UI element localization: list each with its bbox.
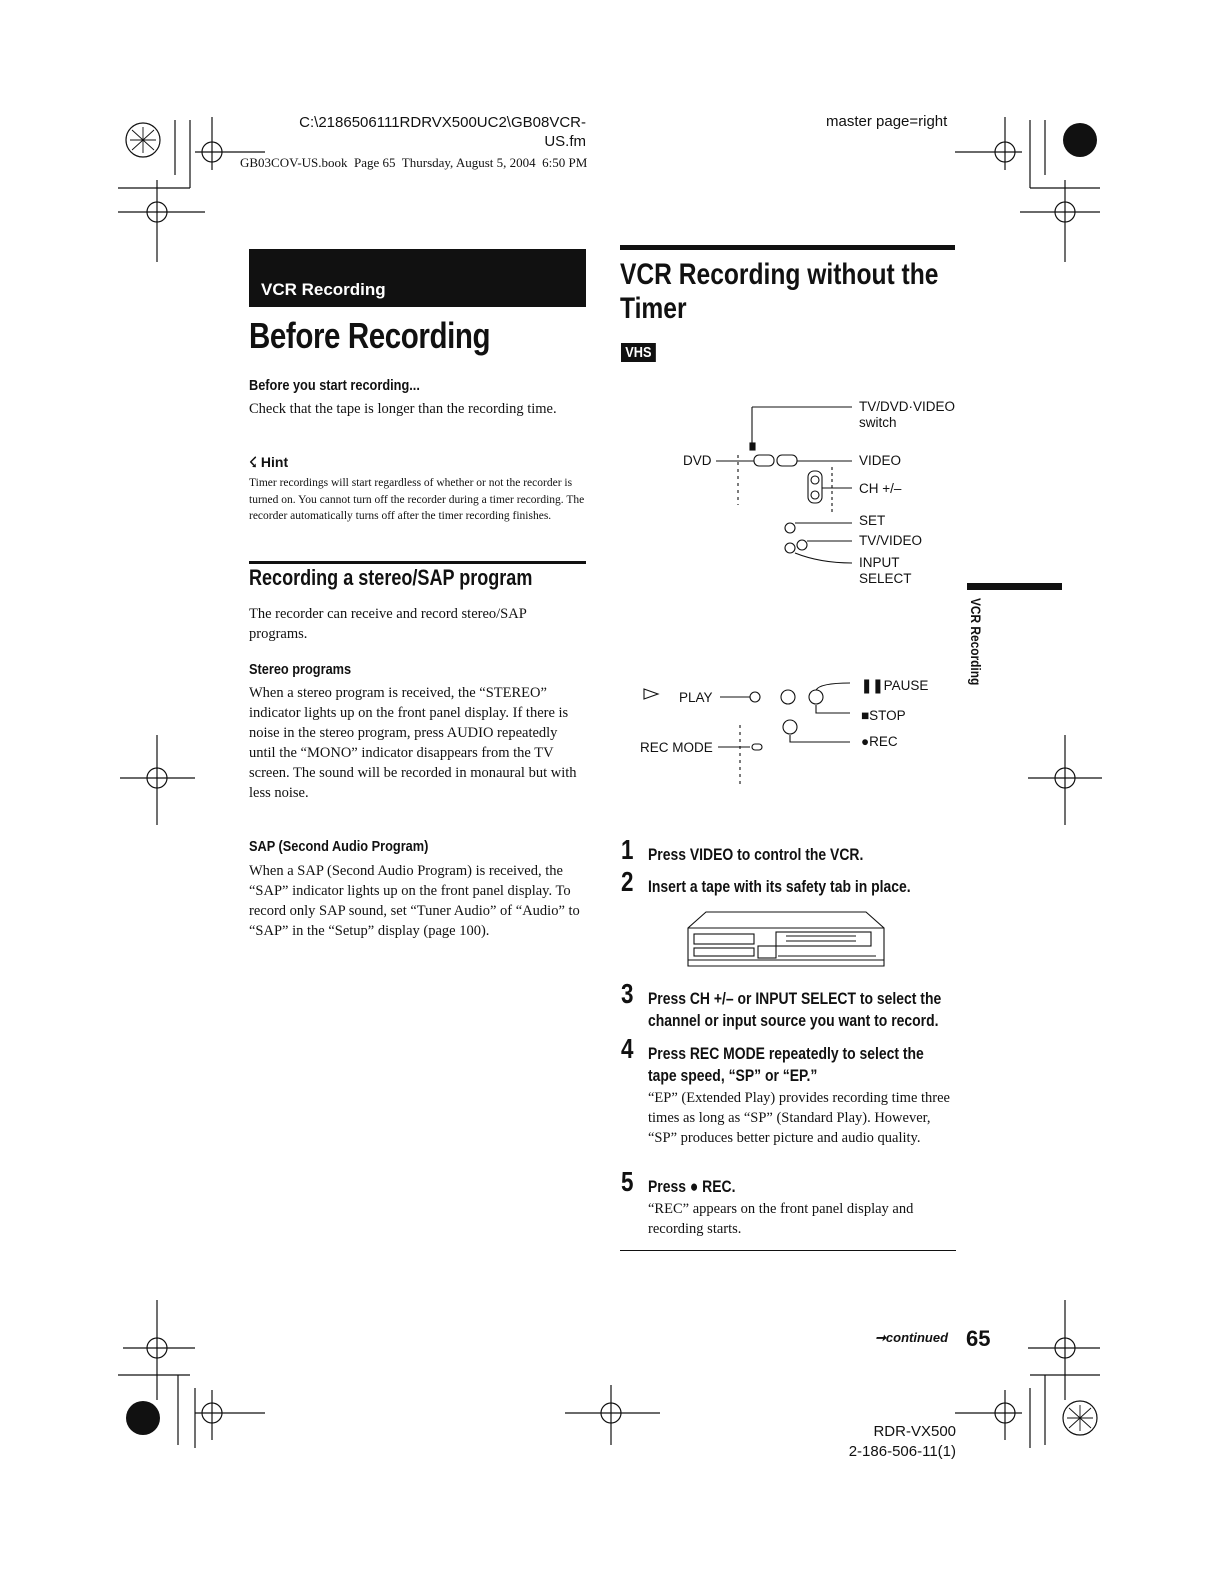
step-3-text: Press CH +/– or INPUT SELECT to select the channel or input source you want to record. — [648, 989, 942, 1030]
lightbulb-icon: ☇ — [249, 454, 258, 470]
section-tab-label: VCR Recording — [261, 280, 386, 299]
file-path — [260, 113, 586, 151]
step-2-text: Insert a tape with its safety tab in place. — [648, 877, 911, 896]
vcr-illustration — [686, 910, 886, 970]
stop-icon: ■ — [861, 708, 870, 723]
label-pause-text: PAUSE — [883, 678, 929, 693]
step-1-number: 1 — [621, 834, 634, 865]
step-4-note: “EP” (Extended Play) provides recording time three times as long as “SP” (Standard Play). However, “SP” produces better picture and audio quality. — [648, 1090, 950, 1146]
file-path-line2: US.fm — [544, 133, 586, 150]
step-5-text: Press ● REC. — [648, 1177, 736, 1196]
side-tab-bar — [967, 583, 1062, 590]
section-end-rule — [620, 1250, 956, 1251]
vhs-badge — [621, 343, 656, 362]
label-pause — [861, 678, 928, 694]
title-rule — [620, 245, 955, 250]
before-start-heading: Before you start recording... — [249, 378, 420, 394]
label-input-select — [859, 555, 912, 587]
step-1-text: Press VIDEO to control the VCR. — [648, 845, 864, 864]
label-video: VIDEO — [859, 453, 902, 468]
section-tab — [249, 249, 586, 307]
label-rec — [861, 734, 898, 750]
model-number: RDR-VX500 — [873, 1423, 956, 1440]
part-number: 2-186-506-11(1) — [848, 1443, 956, 1460]
label-tvdvd: TV/DVD·VIDEO — [859, 399, 956, 414]
label-stop — [861, 708, 906, 724]
page-title: Before Recording — [249, 315, 491, 356]
file-path-line1: C:\2186506111RDRVX500UC2\GB08VCR- — [299, 114, 586, 131]
label-tvvideo: TV/VIDEO — [859, 533, 923, 548]
hint-text: Timer recordings will start regardless of whether or not the recorder is turned on. You cannot turn off the recorder during a timer recording. The recorder automatically turns off after the timer recording finishes. — [249, 477, 585, 522]
label-set: SET — [859, 513, 886, 528]
step-4-number: 4 — [621, 1033, 634, 1064]
label-dvd: DVD — [683, 453, 712, 468]
label-input: INPUT — [859, 555, 900, 570]
label-rec-text: REC — [869, 734, 898, 749]
label-tvdvd-switch — [859, 399, 955, 431]
continued-label — [875, 1330, 948, 1346]
label-ch: CH +/– — [859, 481, 902, 496]
step-3-number: 3 — [621, 978, 634, 1009]
section-rule — [249, 561, 586, 564]
section-title: VCR Recording without the Timer — [620, 258, 939, 325]
step-5-number: 5 — [621, 1166, 634, 1197]
arrow-right-icon: ➞ — [875, 1330, 886, 1345]
step-2-number: 2 — [621, 866, 634, 897]
stereo-text: When a stereo program is received, the “STEREO” indicator lights up on the front panel display. If there is noise in the stereo program, press AUDIO repeatedly until the “MONO” indicator disappears from the TV screen. The sound will be recorded in monaural but with less noise. — [249, 685, 577, 801]
label-switch: switch — [859, 415, 897, 430]
page-number: 65 — [966, 1326, 991, 1351]
pause-icon: ❚❚ — [861, 678, 884, 693]
sap-heading: SAP (Second Audio Program) — [249, 839, 429, 855]
record-dot-icon: ● — [861, 734, 870, 749]
stereo-sap-heading: Recording a stereo/SAP program — [249, 565, 533, 590]
master-page-label: master page=right — [826, 113, 948, 130]
label-select: SELECT — [859, 571, 912, 586]
stereo-sap-intro: The recorder can receive and record stereo/SAP programs. — [249, 606, 527, 642]
sap-text: When a SAP (Second Audio Program) is received, the “SAP” indicator lights up on the front panel display. To record only SAP sound, set “Tuner Audio” of “Audio” to “SAP” in the “Setup” display (page 100). — [249, 863, 580, 939]
continued-text: continued — [885, 1330, 949, 1345]
step-5-note: “REC” appears on the front panel display and recording starts. — [648, 1201, 914, 1237]
label-play: PLAY — [679, 690, 713, 705]
hint-heading — [249, 454, 288, 471]
stereo-heading: Stereo programs — [249, 662, 352, 678]
vhs-badge-label: VHS — [625, 344, 652, 361]
label-rec-mode: REC MODE — [640, 740, 713, 755]
label-stop-text: STOP — [869, 708, 906, 723]
before-start-text: Check that the tape is longer than the recording time. — [249, 401, 557, 417]
hint-label: Hint — [260, 454, 289, 470]
model-info — [800, 1422, 956, 1462]
step-4-text: Press REC MODE repeatedly to select the tape speed, “SP” or “EP.” — [648, 1044, 924, 1085]
side-tab-label: VCR Recording — [968, 598, 984, 686]
book-info: GB03COV-US.book Page 65 Thursday, August 5, 2004 6:50 PM — [240, 155, 588, 170]
